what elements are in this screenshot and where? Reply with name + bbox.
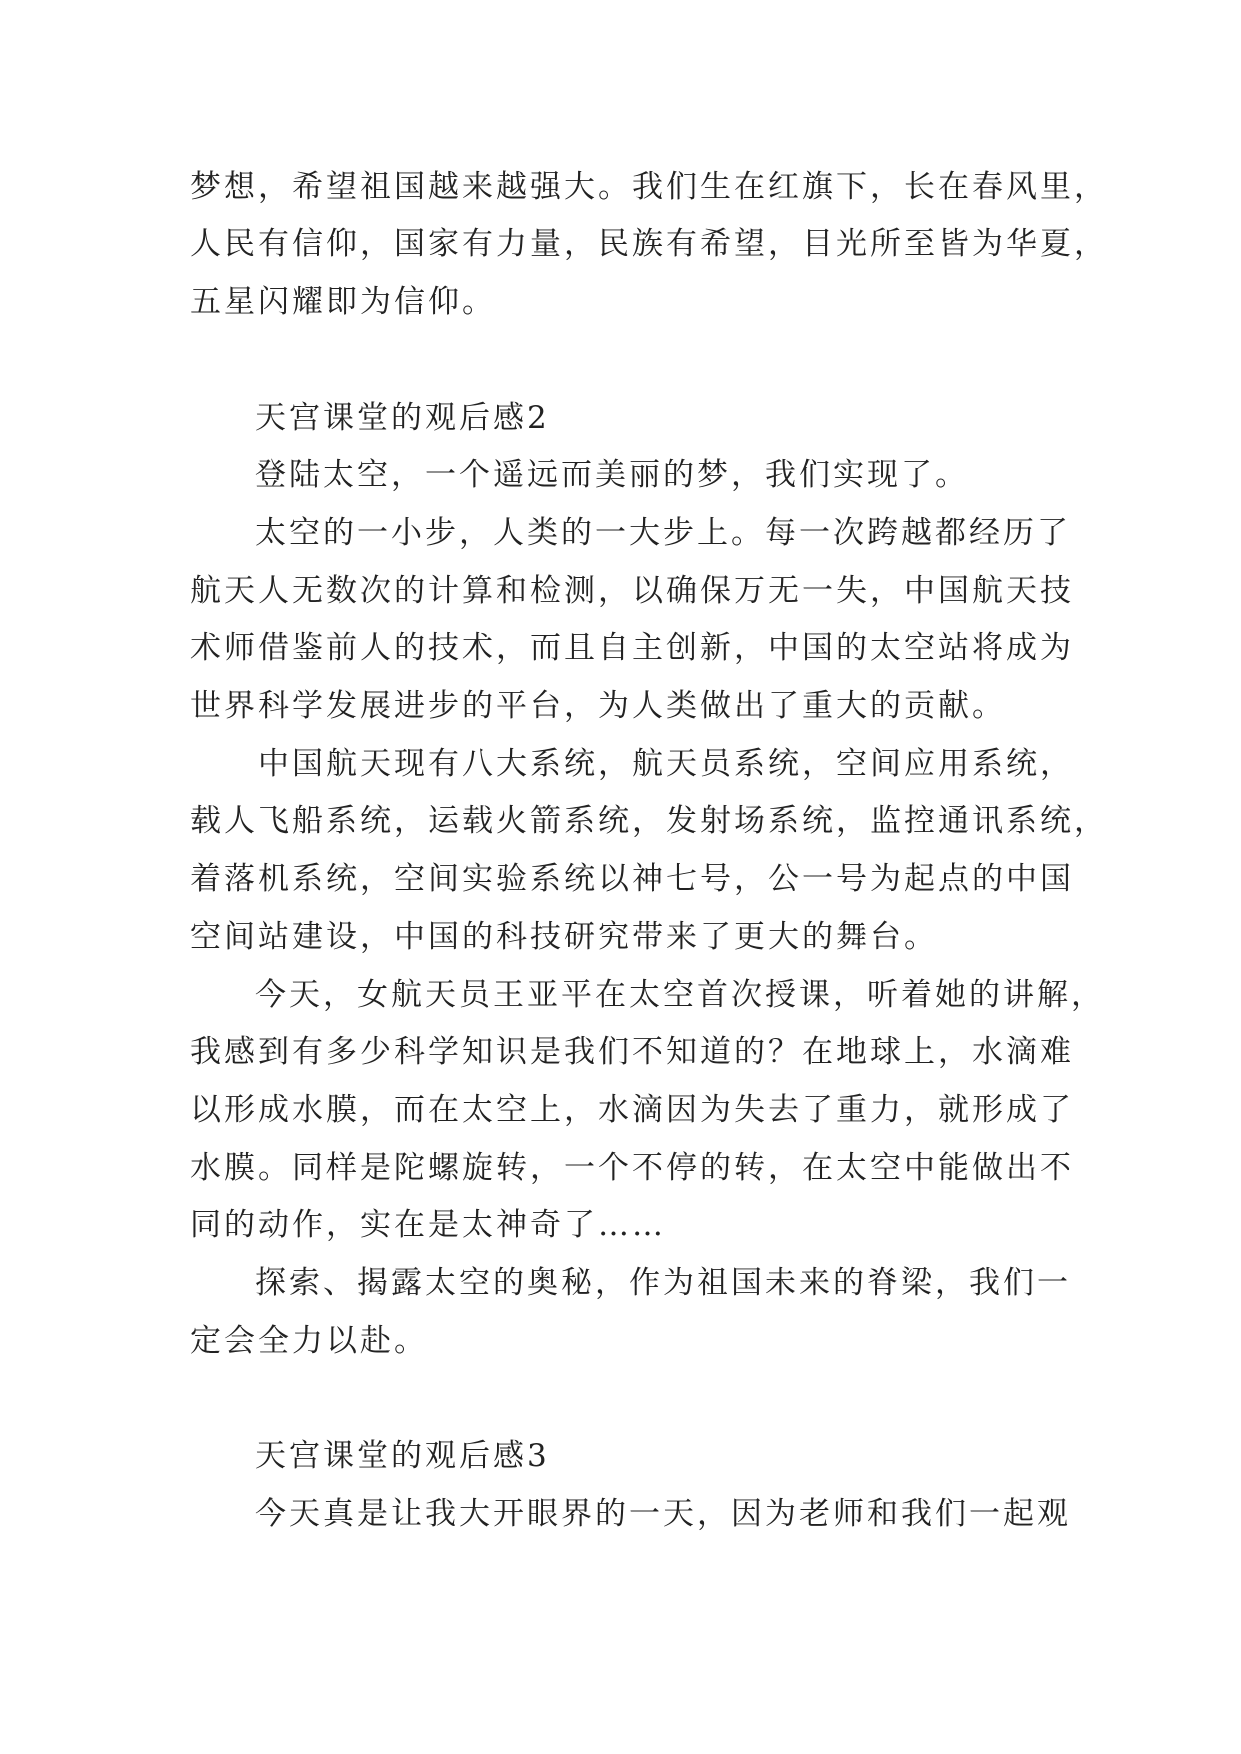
paragraph-line: 五星闪耀即为信仰。 — [190, 284, 496, 320]
paragraph-line: 人民有信仰，国家有力量，民族有希望，目光所至皆为华夏， — [190, 226, 1108, 262]
paragraph-line: 定会全力以赴。 — [190, 1323, 428, 1359]
paragraph-line: 太空的一小步，人类的一大步上。每一次跨越都经历了 — [255, 515, 1071, 551]
paragraph-line: 今天，女航天员王亚平在太空首次授课，听着她的讲解， — [255, 977, 1105, 1013]
paragraph-line: 登陆太空，一个遥远而美丽的梦，我们实现了。 — [255, 457, 969, 493]
paragraph-line: 探索、揭露太空的奥秘，作为祖国未来的脊梁，我们一 — [255, 1265, 1071, 1301]
paragraph-line: 世界科学发展进步的平台，为人类做出了重大的贡献。 — [190, 688, 1006, 724]
paragraph-line: 中国航天现有八大系统，航天员系统，空间应用系统， — [258, 746, 1074, 782]
paragraph-line: 术师借鉴前人的技术，而且自主创新，中国的太空站将成为 — [190, 630, 1074, 666]
section-heading: 天宫课堂的观后感2 — [255, 400, 550, 436]
paragraph-line: 以形成水膜，而在太空上，水滴因为失去了重力，就形成了 — [190, 1092, 1074, 1128]
section-heading: 天宫课堂的观后感3 — [255, 1438, 550, 1474]
paragraph-line: 载人飞船系统，运载火箭系统，发射场系统，监控通讯系统， — [190, 803, 1108, 839]
paragraph-line: 我感到有多少科学知识是我们不知道的？在地球上，水滴难 — [190, 1034, 1074, 1070]
paragraph-line: 水膜。同样是陀螺旋转，一个不停的转，在太空中能做出不 — [190, 1150, 1074, 1186]
paragraph-line: 空间站建设，中国的科技研究带来了更大的舞台。 — [190, 919, 938, 955]
paragraph-line: 同的动作，实在是太神奇了…… — [190, 1207, 666, 1243]
paragraph-line: 今天真是让我大开眼界的一天，因为老师和我们一起观 — [255, 1496, 1071, 1532]
paragraph-line: 航天人无数次的计算和检测，以确保万无一失，中国航天技 — [190, 573, 1074, 609]
paragraph-line: 着落机系统，空间实验系统以神七号，公一号为起点的中国 — [190, 861, 1074, 897]
paragraph-line: 梦想，希望祖国越来越强大。我们生在红旗下，长在春风里， — [190, 169, 1108, 205]
